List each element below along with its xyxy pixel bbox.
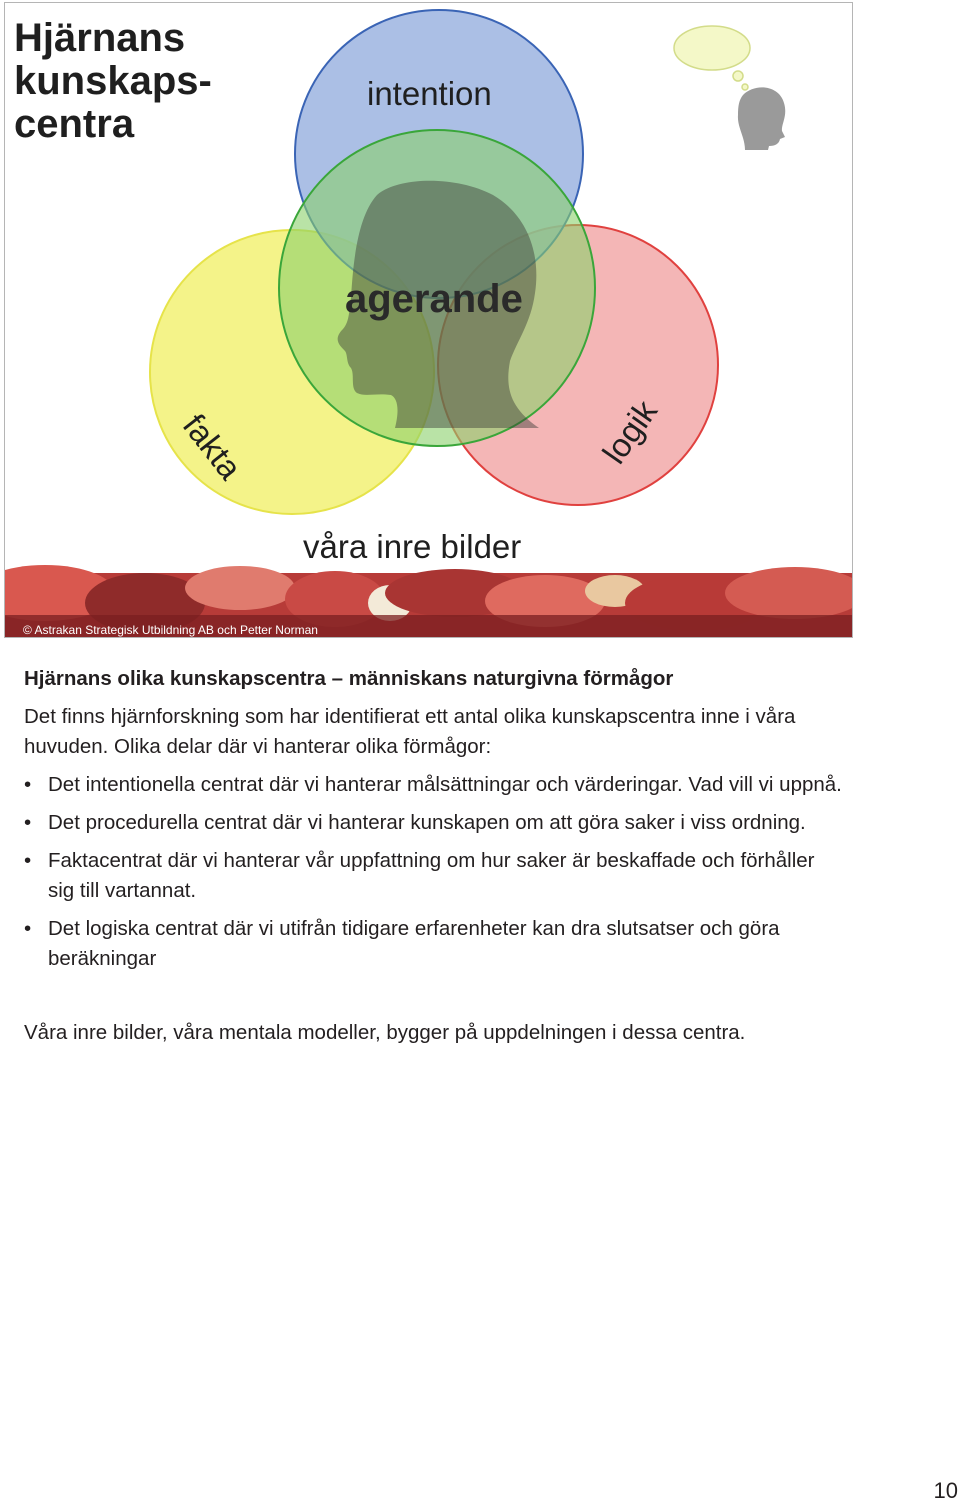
logik-label: logik xyxy=(595,393,665,471)
notes-summary: Våra inre bilder, våra mentala modeller, bygger på uppdelningen i dessa centra. xyxy=(24,1021,746,1044)
notes-intro: Det finns hjärnforskning som har identifierat ett antal olika kunskapscentra inne i våra huvuden. Olika delar där vi hanterar olika förmågor: xyxy=(24,705,796,758)
bullet-icon: • xyxy=(24,811,32,834)
bullet-list xyxy=(24,770,844,974)
bullet-item: • Det logiska centrat där vi utifrån tidigare erfarenheter kan dra slutsatser och göra beräkningar xyxy=(24,914,844,974)
small-head-icon xyxy=(738,87,785,150)
intention-label: intention xyxy=(367,75,492,112)
bullet-item: • Det procedurella centrat där vi hanterar kunskapen om att göra saker i viss ordning. xyxy=(24,808,844,838)
slide-title: Hjärnans kunskaps- centra xyxy=(14,16,212,146)
notes-heading: Hjärnans olika kunskapscentra – människans naturgivna förmågor xyxy=(24,667,674,690)
agerande-label: agerande xyxy=(345,277,523,321)
notes-section xyxy=(24,664,844,1048)
copyright-text: © Astrakan Strategisk Utbildning AB och Petter Norman xyxy=(23,623,318,637)
thought-bubble-icon xyxy=(674,26,750,90)
inre-bilder-label: våra inre bilder xyxy=(303,528,522,565)
fakta-label: fakta xyxy=(175,407,250,487)
slide xyxy=(4,2,853,638)
bullet-item: • Faktacentrat där vi hanterar vår uppfattning om hur saker är beskaffade och förhåller sig till vartannat. xyxy=(24,846,844,906)
page-number: 10 xyxy=(933,1478,958,1503)
bullet-item: • Det intentionella centrat där vi hanterar målsättningar och värderingar. Vad vill vi uppnå. xyxy=(24,770,844,800)
bullet-icon: • xyxy=(24,917,32,940)
bullet-icon: • xyxy=(24,773,32,796)
bullet-icon: • xyxy=(24,849,32,872)
